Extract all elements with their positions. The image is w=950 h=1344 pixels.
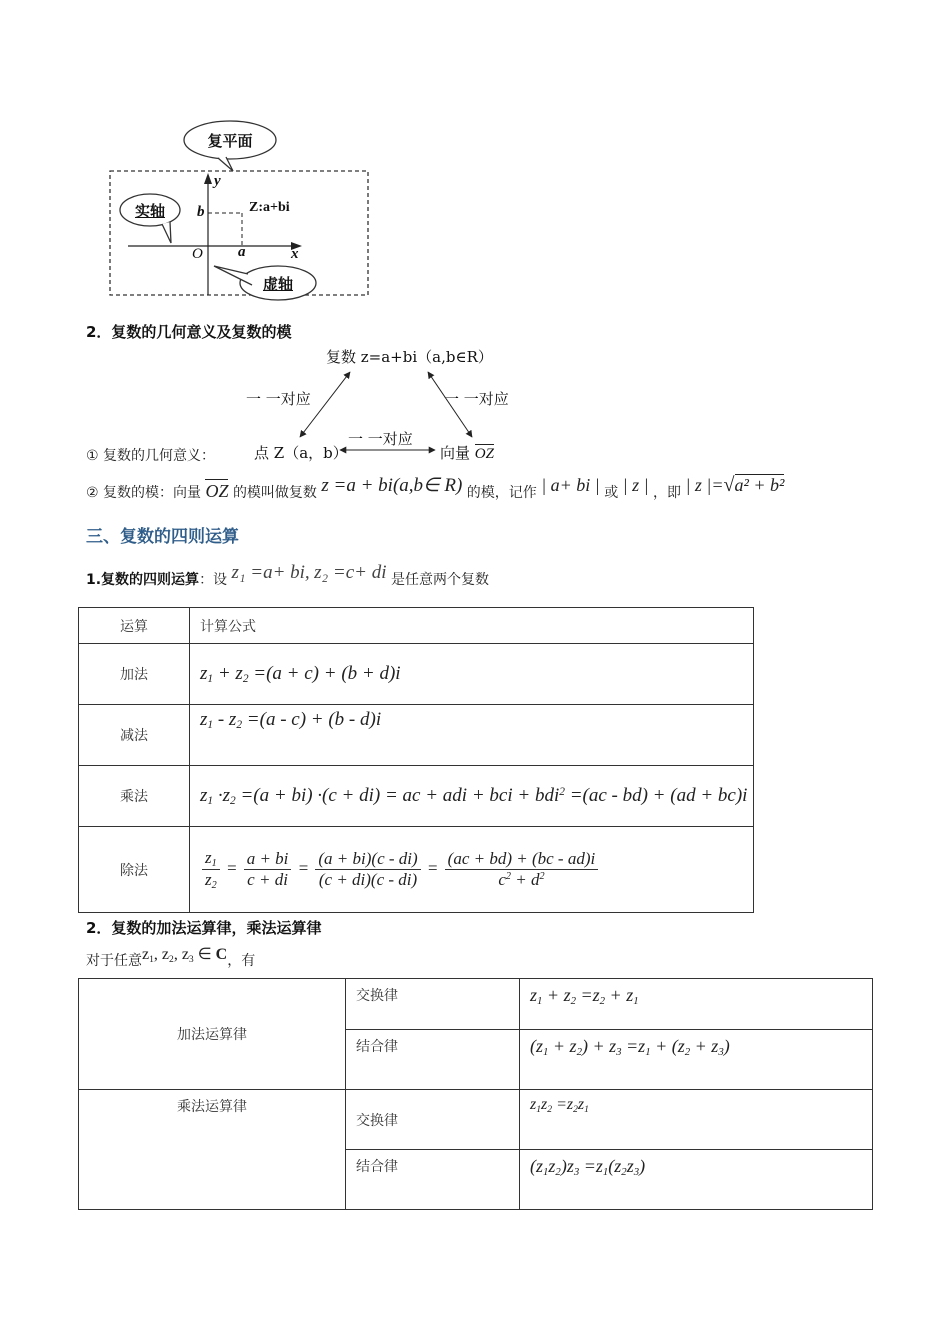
operations-table [78, 607, 754, 913]
op-addition: 加法 [79, 644, 190, 705]
section-heading-four-operations: 三、复数的四则运算 [86, 527, 239, 547]
modulus-mid: 的模叫做复数 [232, 485, 317, 501]
modulus-formula: z =a + bi(a,b∈ R) [321, 475, 463, 496]
formula-multiplication: $z_1 \cdot z_2 =(a + bi) \cdot(c + di)$ = ac + adi + bci + bdi$^2$ =(ac - bd) + (ad + bc)i [190, 766, 754, 827]
vector-oz-node [440, 442, 494, 463]
z1-definition: z₁ =a+ bi, [231, 562, 310, 583]
four-operations-colon: ：设 [199, 572, 228, 588]
section-heading-geometric-meaning: 2．复数的几何意义及复数的模 [86, 323, 292, 341]
group-multiplication-laws: 乘法运算律 [79, 1090, 346, 1210]
header-operation: 运算 [79, 608, 190, 644]
y-axis-label: y [214, 173, 221, 189]
law-formula-mul-commutative: $z_1z_2 =z_2z_1$ [520, 1090, 873, 1150]
left-correspondence-label: 一 一对应 [246, 390, 311, 408]
z2-definition: z₂ =c+ di [314, 562, 387, 583]
modulus-definition [86, 474, 785, 503]
law-formula-mul-associative: $(z_1z_2)z_3 =z_1(z_2z_3)$ [520, 1150, 873, 1210]
law-name: 结合律 [346, 1150, 520, 1210]
correspondence-diagram [240, 342, 540, 467]
real-axis-bubble-label: 实轴 [134, 201, 165, 220]
op-division: 除法 [79, 827, 190, 913]
formula-addition: $z_1 + z_2 =(a + c) + (b + d)i$ [190, 644, 754, 705]
law-name: 结合律 [346, 1030, 520, 1090]
bottom-correspondence-label: 一 一对应 [348, 430, 413, 448]
laws-table [78, 978, 873, 1210]
geometric-meaning-label: ① 复数的几何意义： [86, 448, 216, 464]
table-row [79, 1090, 873, 1150]
table-row [79, 766, 754, 827]
formula-division: $\frac{z_1}{z_2}$ = $\frac{a + bi}{c + di}$ = $\frac{(a + bi)(c - di)}{(c + di)(c - di)}$ = $\frac{(ac + bd) + (bc - ad)i}{c^2 + d^2}$ [190, 827, 754, 913]
four-operations-tail: 是任意两个复数 [390, 572, 489, 588]
b-label: b [197, 204, 205, 220]
modulus-result-lhs: | z |= [685, 475, 724, 495]
table-row [79, 705, 754, 766]
complex-plane-bubble-label: 复平面 [207, 131, 253, 150]
vector-prefix: 向量 [440, 444, 471, 462]
group-addition-laws: 加法运算律 [79, 979, 346, 1090]
vector-oz: OZ [474, 446, 494, 462]
formula-subtraction: $z_1 - z_2 =(a - c) + (b - d)i$ [190, 705, 754, 766]
origin-label: O [192, 246, 203, 262]
modulus-abs-1: | a+ bi | [541, 475, 600, 495]
table-row [79, 644, 754, 705]
modulus-suffix-2: ，即 [653, 485, 681, 501]
table-row [79, 979, 873, 1030]
complex-number-node: 复数 z=a+bi（a,b∈R） [326, 348, 493, 366]
complex-plane-figure [100, 118, 380, 303]
law-name: 交换律 [346, 1090, 520, 1150]
a-label: a [238, 244, 246, 260]
x-axis-label: x [291, 246, 299, 262]
law-formula-add-associative: $(z_1 + z_2) + z_3 =z_1 + (z_2 + z_3)$ [520, 1030, 873, 1090]
modulus-suffix-1: 的模，记作 [466, 485, 537, 501]
table-header-row [79, 608, 754, 644]
laws-intro [86, 946, 256, 971]
table-row [79, 827, 754, 913]
op-multiplication: 乘法 [79, 766, 190, 827]
section-heading-laws: 2．复数的加法运算律，乘法运算律 [86, 919, 322, 937]
law-formula-add-commutative: $z_1 + z_2 =z_2 + z_1$ [520, 979, 873, 1030]
modulus-prefix: ② 复数的模：向量 [86, 485, 202, 501]
modulus-vector-oz: OZ [205, 481, 229, 501]
four-operations-intro [86, 562, 489, 590]
modulus-result-rhs: a² + b² [734, 475, 785, 495]
op-subtraction: 减法 [79, 705, 190, 766]
point-z-node: 点 Z（a，b） [254, 444, 348, 462]
law-name: 交换律 [346, 979, 520, 1030]
header-formula: 计算公式 [190, 608, 754, 644]
modulus-or: 或 [604, 485, 619, 501]
sqrt-sign: √ [723, 474, 735, 496]
modulus-abs-2: | z | [622, 475, 649, 495]
imaginary-axis-bubble-label: 虚轴 [262, 274, 293, 293]
laws-intro-prefix: 对于任意 [86, 953, 142, 969]
laws-intro-suffix: ，有 [227, 953, 256, 969]
four-operations-label: 1.复数的四则运算 [86, 572, 200, 588]
laws-intro-vars: $z_1$, $z_2$, $z_3$ ∈ C [142, 946, 228, 965]
point-z-label: Z:a+bi [249, 200, 290, 215]
right-correspondence-label: 一 一对应 [444, 390, 509, 408]
